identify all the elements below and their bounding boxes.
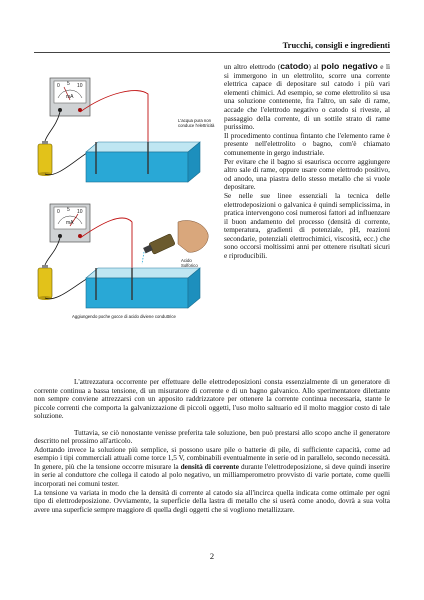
- term-catodo: catodo: [280, 61, 309, 71]
- right-paragraph-3: Per evitare che il bagno si esaurisca occorre aggiungere altro sale di rame, oppure usare come elettrodo positivo, od anodo, una piastra dello stesso metallo che si vuole depositare.: [224, 157, 390, 192]
- right-column-text: [224, 62, 390, 261]
- top-scale-0: 0: [57, 83, 60, 89]
- bottom-tank: [86, 268, 200, 308]
- top-scale-10: 10: [77, 83, 83, 89]
- right-paragraph-2: Il procedimento continua fintanto che l'elemento rame è presente nell'elettrolito o bagno, com'è chiamato comunemente in gergo industriale.: [224, 131, 390, 157]
- body-paragraph-1: L'attrezzatura occorrente per effettuare delle elettrodeposizioni consta essenzialmente di un generatore di corrente continua a bassa tensione, di un misuratore di corrente e di un bagno galvanico. Allo sperimentatore dilettante non sempre conviene attrezzarsi con un apposito raddrizzatore per ottenere la corrente continua necessaria, stante le piccole correnti che comporta la galvanizzazione di piccoli oggetti, l'uso molto saltuario ed il molto maggior costo di tale soluzione.: [34, 378, 390, 421]
- running-header: Trucchi, consigli e ingredienti: [282, 40, 390, 50]
- electrolysis-illustration: [28, 72, 224, 319]
- page-number: 2: [209, 551, 215, 561]
- header-rule: [34, 52, 390, 53]
- top-tank: [86, 142, 200, 182]
- term-polo-negativo: polo negativo: [321, 61, 378, 71]
- bottom-scale-10: 10: [77, 209, 83, 215]
- bottom-battery: [38, 265, 52, 300]
- body-text: [34, 378, 390, 514]
- top-milliammeter: [50, 78, 90, 116]
- body-paragraph-3: Adottando invece la soluzione più semplice, si possono usare pile o batterie di pile, di sufficiente capacità, come ad esempio i tipi commerciali attuali come torce 1,5 V, combinabili eventualmente in serie od in parallelo, secondo necessità. In genere, più che la tensione occorre misurare la densità di corrente durante l'elettrodeposizione, si deve quindi inserire in serie al conduttore che collega il catodo al polo negativo, un milliamperometro provvisto di varie portate, come quelli incorporati nei comuni tester.: [34, 445, 391, 489]
- bottom-meter-units: mA: [66, 220, 74, 226]
- top-battery: [38, 141, 52, 176]
- acid-bottle-hand: [142, 221, 208, 265]
- body-paragraph-4: La tensione va variata in modo che la densità di corrente al catodo sia all'incirca quella indicata come ottimale per ogni tipo di elettrodeposizione. Ovviamente, la superficie della lastra di metallo che si userà come anodo, dovrà a sua volta avere una superficie sempre maggiore di quella degli oggetti che si vogliono metallizzare.: [34, 488, 390, 514]
- right-paragraph-1: un altro elettrodo (catodo) al polo negativo e lì si immergono in un elettrolito, scorre una corrente elettrica capace di depositare sul catodo i più vari elementi chimici. Ad esempio, se come elettrolito si usa una soluzione contenente, fra l'altro, un sale di rame, accade che l'elettrodo negativo o catodo si riveste, al passaggio della corrente, di un sottile strato di rame purissimo.: [224, 61, 391, 132]
- bottom-scale-0: 0: [57, 209, 60, 215]
- top-label-line2: conduce l'elettricità: [178, 123, 215, 128]
- top-scale-5: 5: [67, 81, 70, 87]
- acid-label-line2: Solforico: [181, 263, 198, 268]
- bottom-caption: Aggiungendo poche gocce di acido diviene conduttrice: [72, 314, 176, 319]
- term-densita-corrente: densità di corrente: [180, 462, 239, 471]
- acid-label-line1: Acido: [181, 258, 192, 263]
- top-meter-units: mA: [66, 94, 74, 100]
- top-label-line1: L'acqua pura non: [178, 118, 212, 123]
- body-paragraph-2: Tuttavia, se ciò nonostante venisse preferita tale soluzione, ben può prestarsi allo scopo anche il generatore descritto nel prossimo all'articolo.: [34, 428, 390, 446]
- bottom-scale-5: 5: [67, 207, 70, 213]
- right-paragraph-4: Se nelle sue linee essenziali la tecnica delle elettrodeposizioni o galvanica è quindi semplicissima, in pratica intervengono così numerosi fattori ad influenzare il buon andamento del processo (densità di corrente, temperatura, gradienti di potenziale, pH, reazioni secondarie, potenziali elettrochimici, viscosità, ecc.) che sono occorsi moltissimi anni per ottenere risultati sicuri e riproducibili.: [224, 191, 390, 261]
- bottom-milliammeter: [50, 204, 90, 242]
